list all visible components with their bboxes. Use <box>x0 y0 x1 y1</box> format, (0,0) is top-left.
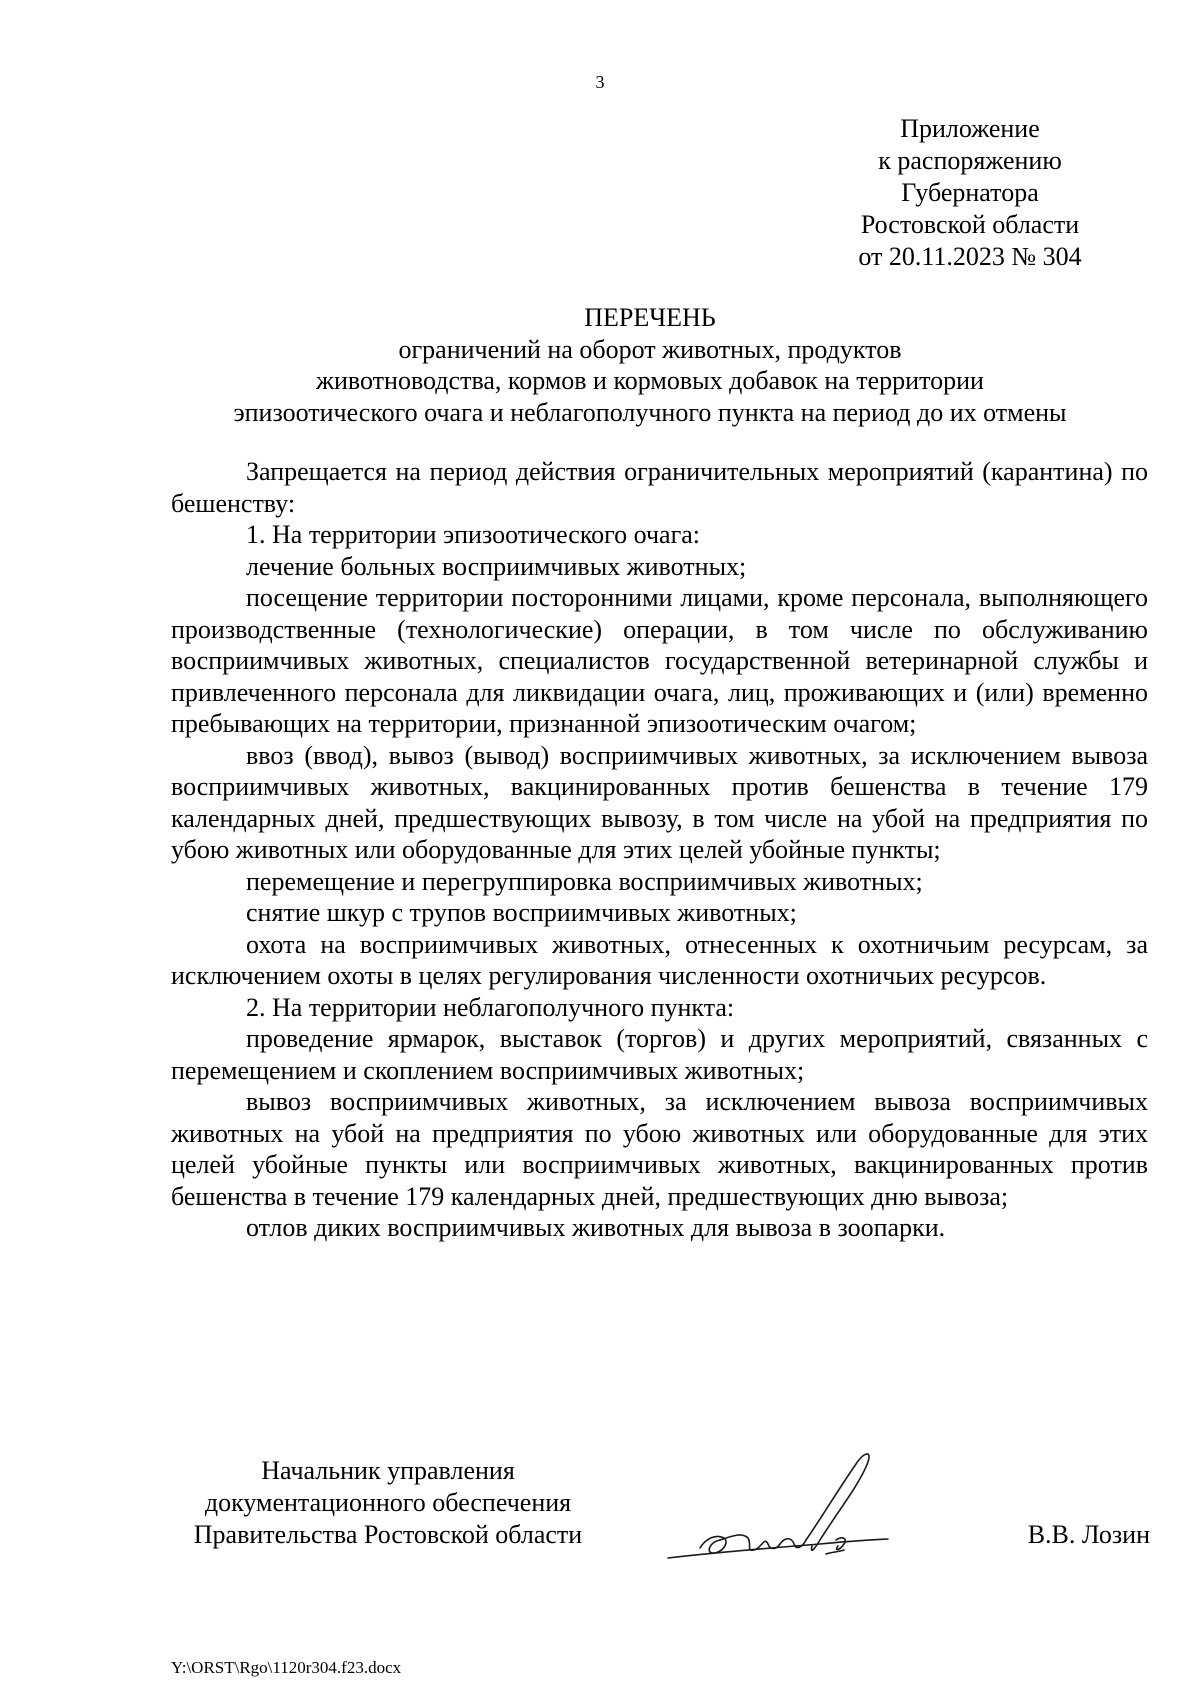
body-paragraph: Запрещается на период действия ограничительных мероприятий (карантина) по бешенству: <box>171 457 1148 518</box>
heading-subtitle-line: эпизоотического очага и неблагополучного пункта на период до их отмены <box>233 397 1067 427</box>
document-title: ПЕРЕЧЕНЬ <box>584 303 716 332</box>
body-paragraph: 2. На территории неблагополучного пункта: <box>246 992 735 1022</box>
document-body <box>171 456 1148 1244</box>
body-paragraph: перемещение и перегруппировка восприимчивых животных; <box>246 866 923 896</box>
annex-line: Губернатора <box>901 178 1039 207</box>
annex-line: Ростовской области <box>860 210 1080 239</box>
annex-line: от 20.11.2023 № 304 <box>858 242 1082 271</box>
signatory-name: В.В. Лозин <box>1027 1520 1150 1549</box>
signatory-position <box>168 1455 608 1551</box>
body-paragraph: отлов диких восприимчивых животных для вывоза в зоопарки. <box>246 1213 946 1242</box>
annex-line: Приложение <box>900 114 1040 143</box>
signatory-position-line: Правительства Ростовской области <box>193 1520 583 1549</box>
body-paragraph: ввоз (ввод), вывоз (вывод) восприимчивых животных, за исключением вывоза восприимчивых животных, вакцинированных против бешенства в течение 179 календарных дней, предшествующих вывозу, в том числе на убой на предприятия по убою животных или оборудованные для этих целей убойные пункты; <box>171 740 1148 864</box>
body-paragraph: охота на восприимчивых животных, отнесенных к охотничьим ресурсам, за исключением охоты в целях регулирования численности охотничьих ресурсов. <box>171 929 1148 990</box>
annex-block <box>820 113 1120 273</box>
heading-subtitle-line: ограничений на оборот животных, продуктов <box>398 334 902 364</box>
signatory-position-line: документационного обеспечения <box>204 1488 572 1517</box>
body-paragraph: проведение ярмарок, выставок (торгов) и других мероприятий, связанных с перемещением и скоплением восприимчивых животных; <box>171 1024 1148 1085</box>
document-heading <box>150 302 1150 428</box>
page-number: 3 <box>595 72 605 92</box>
signatory-position-line: Начальник управления <box>261 1456 515 1485</box>
body-paragraph: посещение территории посторонними лицами, кроме персонала, выполняющего производственные (технологические) операции, в том числе по обслуживанию восприимчивых животных, специалистов государственной ветеринарной службы и привлеченного персонала для ликвидации очага, лиц, проживающих и (или) временно пребывающих на территории, признанной эпизоотическим очагом; <box>171 583 1148 738</box>
body-paragraph: 1. На территории эпизоотического очага: <box>246 520 701 549</box>
body-paragraph: лечение больных восприимчивых животных; <box>246 551 747 581</box>
body-paragraph: вывоз восприимчивых животных, за исключением вывоза восприимчивых животных на убой на предприятия по убою животных или оборудованные для этих целей убойные пункты или восприимчивых животных, вакцинированных против бешенства в течение 179 календарных дней, предшествующих дню вывоза; <box>171 1087 1148 1211</box>
handwritten-signature <box>660 1440 950 1570</box>
annex-line: к распоряжению <box>878 146 1062 175</box>
file-path: Y:\ORST\Rgo\1120r304.f23.docx <box>171 1658 402 1677</box>
heading-subtitle-line: животноводства, кормов и кормовых добавок на территории <box>316 366 984 395</box>
body-paragraph: снятие шкур с трупов восприимчивых животных; <box>246 898 797 927</box>
